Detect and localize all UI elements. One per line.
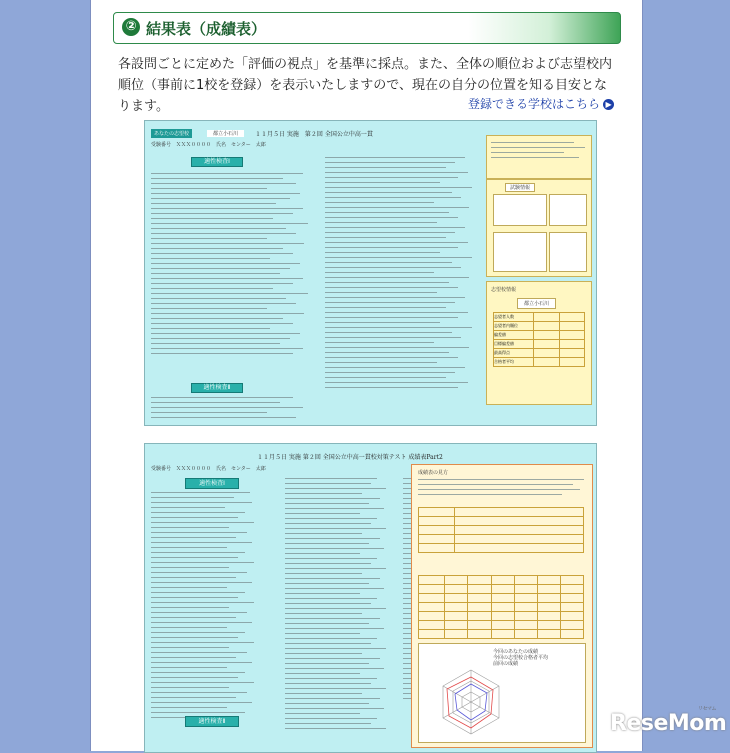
rank-histogram — [549, 232, 587, 272]
resemom-logo — [610, 706, 727, 736]
sheet2-right-panel — [411, 464, 593, 748]
section-title: 結果表（成績表） — [146, 20, 267, 38]
sheet2-panel-title: 成績表の見方 — [418, 470, 449, 476]
school-rank-row-label: 最高得点 — [494, 349, 534, 358]
radar-legend-3: 前回の成績 — [493, 661, 519, 667]
test1-pill: 適性検査Ⅰ — [191, 157, 243, 167]
sheet2-test1-pill: 適性検査Ⅰ — [185, 478, 239, 489]
school-label: あなたの志望校 — [151, 129, 192, 138]
section-header — [113, 12, 621, 44]
school-list-link[interactable] — [468, 95, 614, 112]
info-panel — [486, 135, 592, 179]
report-sheet-1 — [144, 120, 597, 426]
radar-chart — [419, 644, 585, 742]
grades-column-1 — [151, 492, 263, 722]
school-rank-row-label: 合格者平均 — [494, 358, 534, 367]
grades-column-2 — [285, 478, 395, 733]
sheet2-student: 受験番号 ＸＸＸ００００ 氏名 センター 太郎 — [151, 466, 266, 472]
school-panel-title: 志望校情報 — [491, 287, 517, 293]
sheet1-title: １１月５日 実施 第２回 全国公立中高一貫 — [255, 131, 373, 138]
radar-legend-2: 今回の志望校合格者平均 — [493, 655, 549, 661]
intro-text: 各設問ごとに定めた「評価の視点」を基準に採点。また、全体の順位および志望校内順位（事前に1校を登録）を表示いたしますので、現在の自分の位置を知る目安となります。 — [118, 57, 613, 114]
stats-panel-title: 試験情報 — [505, 183, 535, 192]
score-summary-table — [418, 575, 584, 639]
score-histogram — [549, 194, 587, 226]
resemom-logo-text: ReseMom — [610, 711, 727, 736]
school-panel-name: 都立小石川 — [517, 298, 556, 309]
arrow-right-icon: ▶ — [603, 99, 614, 110]
test2-pill: 適性検査Ⅱ — [191, 383, 243, 393]
school-rank-row-label: 志望者内順位 — [494, 322, 534, 331]
school-panel — [486, 281, 592, 405]
radar-legend-1: 今回のあなたの成績 — [493, 649, 539, 655]
answers-column-1 — [151, 173, 316, 358]
rank-table — [493, 232, 547, 272]
answers-column-2 — [325, 157, 480, 392]
score-table — [493, 194, 547, 226]
answers-column-1b — [151, 397, 316, 422]
school-rank-row-label: 志望者人数 — [494, 313, 534, 322]
report-sheet-2 — [144, 443, 597, 753]
section-number: ② — [122, 18, 140, 36]
sheet2-title: １１月５日 実施 第２回 全国公立中高一貫校対策テスト 成績表Part2 — [257, 454, 443, 461]
school-rank-row-label: 偏差値 — [494, 331, 534, 340]
school-list-link-label: 登録できる学校はこちら — [468, 97, 601, 111]
evaluation-table — [418, 507, 584, 553]
resemom-logo-sub: リセマム — [698, 706, 716, 712]
sheet1-student: 受験番号 ＸＸＸ００００ 氏名 センター 太郎 — [151, 142, 266, 148]
school-name: 都立小石川 — [207, 130, 244, 137]
sheet2-test2-pill: 適性検査Ⅱ — [185, 716, 239, 727]
stats-panel — [486, 179, 592, 277]
radar-chart-box — [418, 643, 586, 743]
school-rank-table — [493, 312, 585, 367]
school-rank-row-label: 目標偏差値 — [494, 340, 534, 349]
